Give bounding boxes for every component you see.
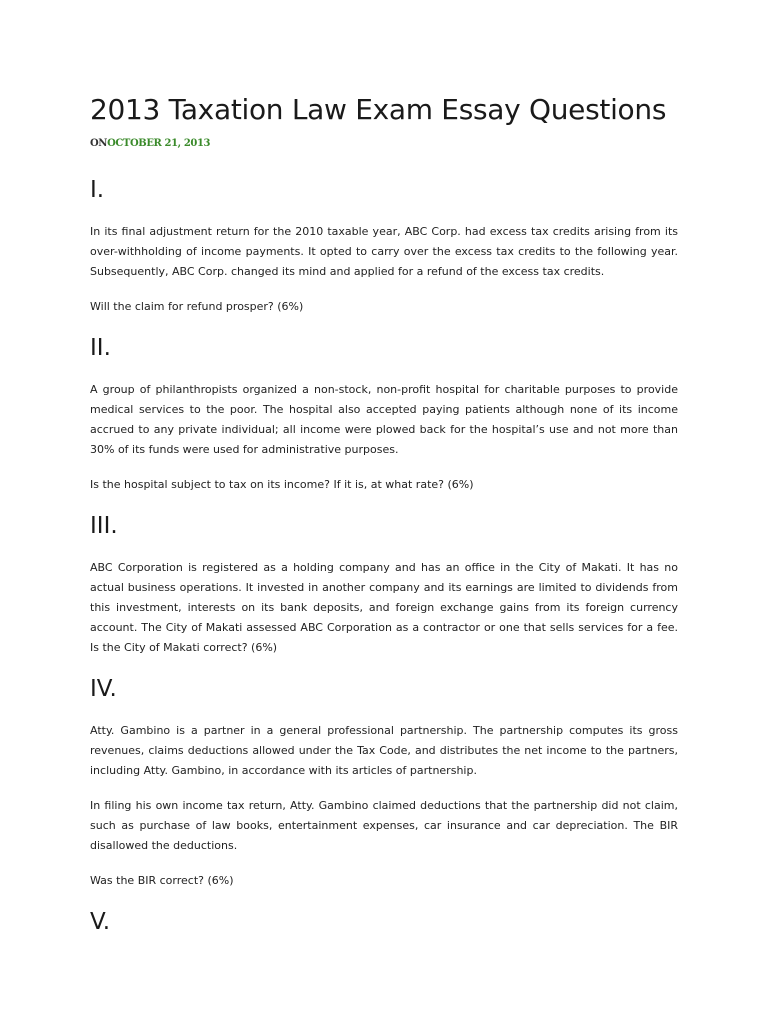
question-section-4	[90, 675, 678, 891]
question-section-3	[90, 512, 678, 658]
question-paragraph: In filing his own income tax return, Atty. Gambino claimed deductions that the partnership did not claim, such as purchase of law books, entertainment expenses, car insurance and car depreciation. The BIR disallowed the deductions.	[90, 799, 678, 852]
question-paragraph: Atty. Gambino is a partner in a general professional partnership. The partnership computes its gross revenues, claims deductions allowed under the Tax Code, and distributes the net income to the partners, including Atty. Gambino, in accordance with its articles of partnership.	[90, 724, 678, 777]
question-paragraph: Is the hospital subject to tax on its income? If it is, at what rate? (6%)	[90, 478, 474, 491]
page-title: 2013 Taxation Law Exam Essay Questions	[90, 93, 667, 126]
date-prefix: ON	[90, 138, 108, 149]
section-numeral: II.	[90, 335, 111, 361]
question-paragraph: Will the claim for refund prosper? (6%)	[90, 300, 304, 313]
question-paragraph: In its final adjustment return for the 2010 taxable year, ABC Corp. had excess tax credits arising from its over-withholding of income payments. It opted to carry over the excess tax credits to the following year. Subsequently, ABC Corp. changed its mind and applied for a refund of the excess tax credits.	[90, 225, 678, 278]
section-numeral: III.	[90, 513, 118, 539]
question-paragraph: Was the BIR correct? (6%)	[90, 874, 234, 887]
question-paragraph: A group of philanthropists organized a non-stock, non-profit hospital for charitable purposes to provide medical services to the poor. The hospital also accepted paying patients although none of its income accrued to any private individual; all income were plowed back for the hospital’s use and not more than 30% of its funds were used for administrative purposes.	[90, 383, 678, 456]
section-numeral: I.	[90, 177, 105, 203]
document-page	[90, 88, 678, 936]
question-section-2	[90, 334, 678, 495]
post-meta	[90, 137, 678, 151]
question-section-5	[90, 908, 678, 936]
post-date-link[interactable]: OCTOBER 21, 2013	[107, 138, 211, 149]
question-section-1	[90, 176, 678, 317]
section-numeral: V.	[90, 909, 111, 935]
section-numeral: IV.	[90, 676, 117, 702]
question-paragraph: ABC Corporation is registered as a holding company and has an office in the City of Makati. It has no actual business operations. It invested in another company and its earnings are limited to dividends from this investment, interests on its bank deposits, and foreign exchange gains from its foreign currency account. The City of Makati assessed ABC Corporation as a contractor or one that sells services for a fee. Is the City of Makati correct? (6%)	[90, 561, 678, 654]
